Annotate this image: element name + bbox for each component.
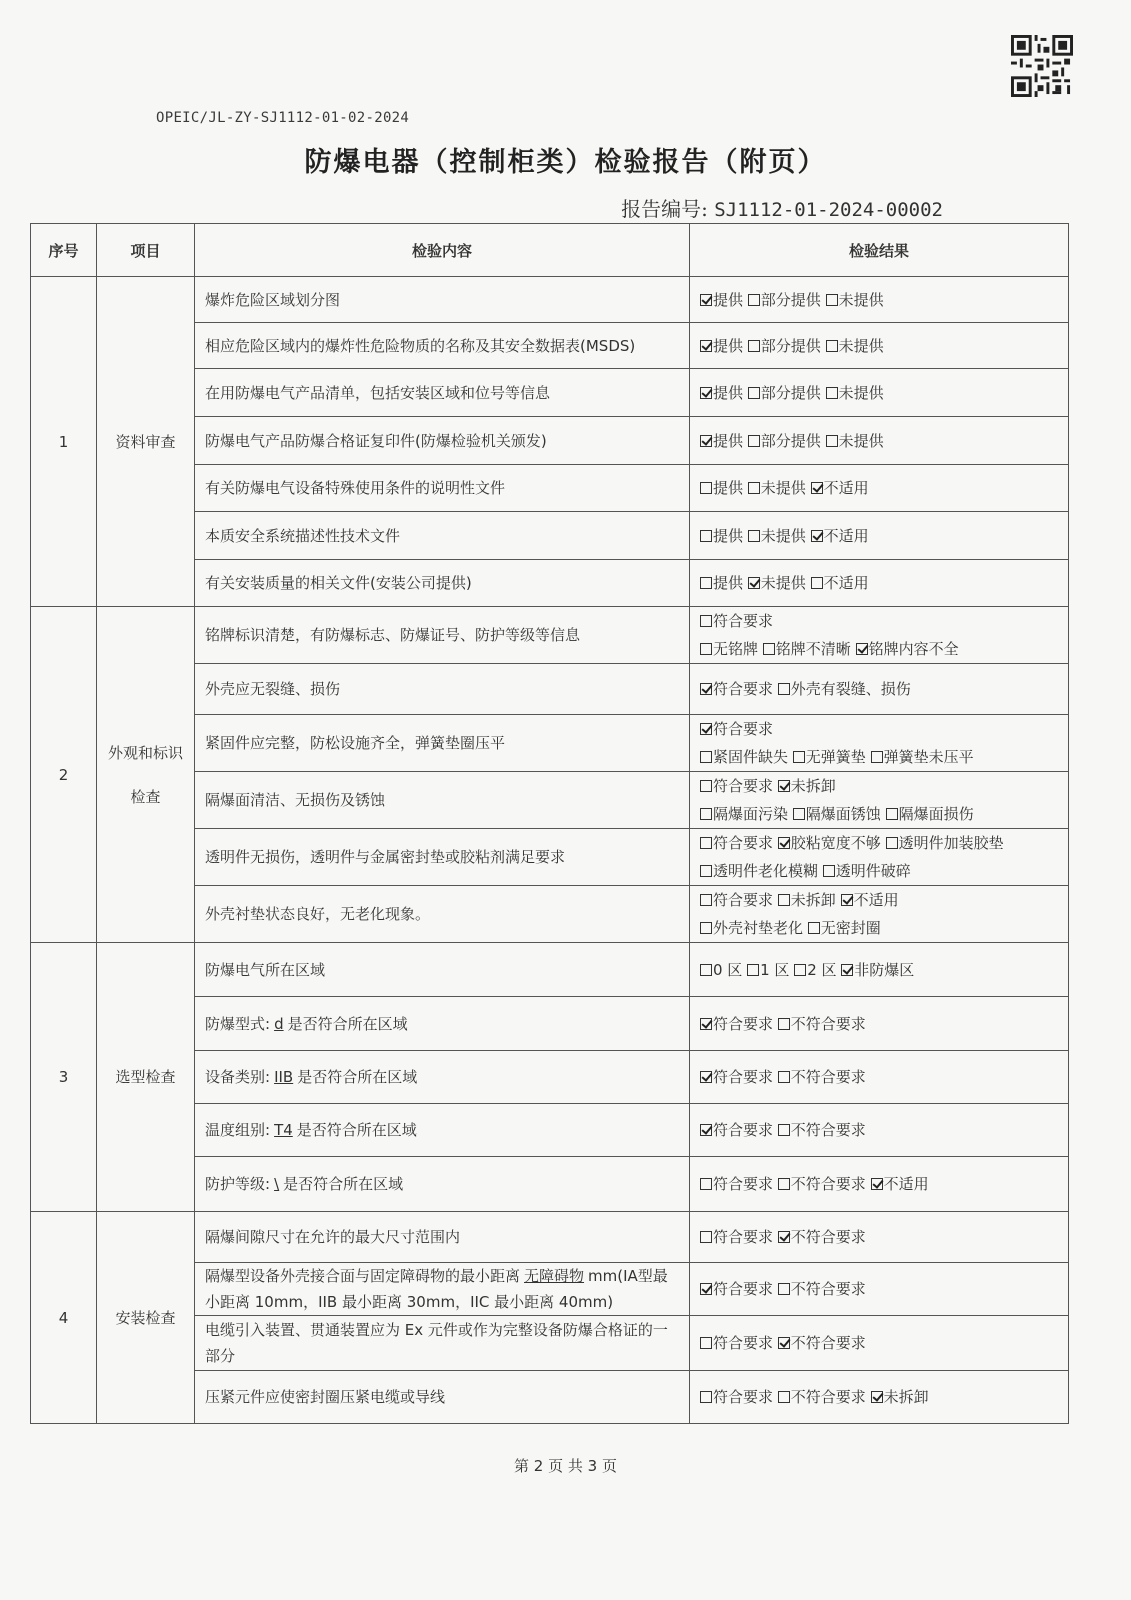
checkbox-label: 紧固件缺失 <box>713 748 789 766</box>
checkbox[interactable] <box>700 1178 712 1190</box>
checkbox[interactable] <box>778 837 790 849</box>
checkbox[interactable] <box>700 683 712 695</box>
table-row <box>31 943 1069 997</box>
checkbox[interactable] <box>793 808 805 820</box>
checkbox[interactable] <box>748 340 760 352</box>
result-line <box>700 607 1058 635</box>
checkbox-label: 未提供 <box>838 431 884 450</box>
result-line <box>700 286 1058 314</box>
section-category: 资料审查 <box>97 277 195 607</box>
checkbox-label: 符合要求 <box>713 1175 774 1193</box>
checkbox[interactable] <box>778 894 790 906</box>
checkbox[interactable] <box>700 482 712 494</box>
inspection-result <box>690 417 1069 465</box>
item-prefix: 防护等级: <box>205 1175 271 1193</box>
inspection-result <box>690 829 1069 886</box>
result-line <box>700 675 1058 703</box>
checkbox-label: 1 区 <box>760 960 790 979</box>
item-value: d <box>274 1014 284 1033</box>
result-line <box>700 569 1058 597</box>
inspection-result <box>690 560 1069 607</box>
checkbox[interactable] <box>747 964 759 976</box>
inspection-item <box>195 1263 690 1316</box>
result-line <box>700 427 1058 455</box>
inspection-result <box>690 1051 1069 1104</box>
checkbox-label: 铭牌不清晰 <box>775 640 851 658</box>
checkbox[interactable] <box>778 1071 790 1083</box>
section-category: 选型检查 <box>97 943 195 1212</box>
checkbox-label: 未提供 <box>760 526 806 545</box>
result-line <box>700 1223 1058 1251</box>
checkbox[interactable] <box>778 1178 790 1190</box>
inspection-result <box>690 886 1069 943</box>
checkbox-label: 提供 <box>713 336 744 355</box>
checkbox[interactable] <box>871 751 883 763</box>
checkbox[interactable] <box>778 1231 790 1243</box>
checkbox[interactable] <box>856 643 868 655</box>
result-line <box>700 474 1058 502</box>
checkbox[interactable] <box>700 340 712 352</box>
result-line <box>700 743 1058 771</box>
checkbox-label: 符合要求 <box>713 1228 774 1246</box>
checkbox-label: 提供 <box>713 526 744 545</box>
checkbox-label: 透明件老化模糊 <box>713 862 819 880</box>
checkbox-label: 符合要求 <box>713 1334 774 1352</box>
checkbox-label: 透明件破碎 <box>835 862 911 880</box>
page-title: 防爆电器（控制柜类）检验报告（附页） <box>304 147 827 178</box>
checkbox[interactable] <box>886 837 898 849</box>
checkbox-label: 不符合要求 <box>790 1068 866 1086</box>
checkbox-label: 未提供 <box>838 290 884 309</box>
checkbox[interactable] <box>748 387 760 399</box>
inspection-result <box>690 369 1069 417</box>
checkbox[interactable] <box>700 1071 712 1083</box>
checkbox[interactable] <box>748 482 760 494</box>
checkbox-label: 非防爆区 <box>854 960 915 979</box>
checkbox-label: 不符合要求 <box>790 1280 866 1298</box>
result-line <box>700 332 1058 360</box>
document-code: OPEIC/JL-ZY-SJ1112-01-02-2024 <box>156 110 410 126</box>
checkbox-label: 弹簧垫未压平 <box>883 748 974 766</box>
checkbox[interactable] <box>700 1337 712 1349</box>
checkbox[interactable] <box>808 922 820 934</box>
table-row <box>31 607 1069 664</box>
inspection-item: 紧固件应完整，防松设施齐全，弹簧垫圈压平 <box>195 715 690 772</box>
checkbox[interactable] <box>700 643 712 655</box>
result-line <box>700 715 1058 743</box>
checkbox-label: 不符合要求 <box>790 1175 866 1193</box>
inspection-result <box>690 1371 1069 1424</box>
checkbox[interactable] <box>826 387 838 399</box>
result-line <box>700 635 1058 663</box>
inspection-result <box>690 465 1069 512</box>
checkbox-label: 符合要求 <box>713 720 774 738</box>
item-suffix: 是否符合所在区域 <box>283 1175 404 1193</box>
page-footer: 第 2 页 共 3 页 <box>514 1457 617 1475</box>
checkbox-label: 不适用 <box>823 526 869 545</box>
checkbox-label: 不符合要求 <box>790 1014 866 1033</box>
inspection-item: 隔爆间隙尺寸在允许的最大尺寸范围内 <box>195 1212 690 1263</box>
checkbox[interactable] <box>700 577 712 589</box>
result-line <box>700 522 1058 550</box>
inspection-item: 防爆电气产品防爆合格证复印件(防爆检验机关颁发) <box>195 417 690 465</box>
report-number-label: 报告编号: <box>621 197 708 221</box>
checkbox[interactable] <box>811 482 823 494</box>
checkbox[interactable] <box>700 1231 712 1243</box>
checkbox[interactable] <box>700 294 712 306</box>
checkbox[interactable] <box>748 435 760 447</box>
checkbox[interactable] <box>778 780 790 792</box>
checkbox-label: 未提供 <box>838 336 884 355</box>
checkbox[interactable] <box>841 964 853 976</box>
checkbox[interactable] <box>700 751 712 763</box>
checkbox[interactable] <box>700 530 712 542</box>
checkbox-label: 符合要求 <box>713 834 774 852</box>
checkbox-label: 未拆卸 <box>883 1388 929 1406</box>
checkbox-label: 符合要求 <box>713 1388 774 1406</box>
checkbox[interactable] <box>748 577 760 589</box>
result-line <box>700 772 1058 800</box>
result-line <box>700 1275 1058 1303</box>
checkbox[interactable] <box>700 1018 712 1030</box>
section-number: 4 <box>31 1212 97 1424</box>
checkbox-label: 无弹簧垫 <box>805 748 866 766</box>
result-line <box>700 800 1058 828</box>
checkbox-label: 提供 <box>713 479 744 497</box>
checkbox[interactable] <box>700 615 712 627</box>
checkbox-label: 未提供 <box>760 479 806 497</box>
result-line <box>700 379 1058 407</box>
checkbox[interactable] <box>826 435 838 447</box>
checkbox[interactable] <box>794 964 806 976</box>
checkbox-label: 未提供 <box>760 574 806 592</box>
checkbox-label: 胶粘宽度不够 <box>790 834 881 852</box>
item-value: T4 <box>274 1121 293 1139</box>
checkbox[interactable] <box>811 530 823 542</box>
checkbox-label: 提供 <box>713 383 744 402</box>
checkbox-label: 提供 <box>713 574 744 592</box>
checkbox-label: 符合要求 <box>713 1068 774 1086</box>
checkbox[interactable] <box>700 1283 712 1295</box>
section-number: 1 <box>31 277 97 607</box>
result-line <box>700 1116 1058 1144</box>
checkbox-label: 符合要求 <box>713 1014 774 1033</box>
checkbox-label: 隔爆面锈蚀 <box>805 805 881 823</box>
inspection-item <box>195 1051 690 1104</box>
checkbox[interactable] <box>778 1391 790 1403</box>
checkbox[interactable] <box>700 723 712 735</box>
checkbox[interactable] <box>778 1018 790 1030</box>
inspection-item: 有关防爆电气设备特殊使用条件的说明性文件 <box>195 465 690 512</box>
inspection-item: 透明件无损伤，透明件与金属密封垫或胶粘剂满足要求 <box>195 829 690 886</box>
item-value: IIB <box>274 1068 294 1086</box>
result-line <box>700 857 1058 885</box>
section-category: 外观和标识检查 <box>97 607 195 943</box>
column-header: 序号 <box>31 224 97 277</box>
inspection-result <box>690 1316 1069 1371</box>
item-prefix: 温度组别: <box>205 1121 271 1139</box>
inspection-item: 在用防爆电气产品清单，包括安装区域和位号等信息 <box>195 369 690 417</box>
checkbox-label: 未拆卸 <box>790 891 836 909</box>
result-line <box>700 1063 1058 1091</box>
checkbox-label: 不适用 <box>823 479 869 497</box>
checkbox[interactable] <box>823 865 835 877</box>
inspection-item: 外壳衬垫状态良好，无老化现象。 <box>195 886 690 943</box>
inspection-result <box>690 323 1069 369</box>
inspection-item: 铭牌标识清楚，有防爆标志、防爆证号、防护等级等信息 <box>195 607 690 664</box>
checkbox[interactable] <box>748 294 760 306</box>
section-category: 安装检查 <box>97 1212 195 1424</box>
checkbox[interactable] <box>700 435 712 447</box>
inspection-result <box>690 772 1069 829</box>
table-header-row <box>31 224 1069 277</box>
checkbox-label: 部分提供 <box>760 336 821 355</box>
checkbox-label: 铭牌内容不全 <box>868 640 959 658</box>
checkbox-label: 不适用 <box>883 1175 929 1193</box>
inspection-item: 相应危险区域内的爆炸性危险物质的名称及其安全数据表(MSDS) <box>195 323 690 369</box>
result-line <box>700 914 1058 942</box>
checkbox-label: 符合要求 <box>713 1280 774 1298</box>
checkbox-label: 符合要求 <box>713 612 774 630</box>
checkbox[interactable] <box>700 964 712 976</box>
checkbox-label: 不适用 <box>853 891 899 909</box>
column-header: 检验结果 <box>690 224 1069 277</box>
checkbox[interactable] <box>778 1337 790 1349</box>
checkbox-label: 部分提供 <box>760 383 821 402</box>
checkbox-label: 无铭牌 <box>713 640 759 658</box>
result-line <box>700 1329 1058 1357</box>
checkbox-label: 部分提供 <box>760 431 821 450</box>
checkbox-label: 不符合要求 <box>790 1228 866 1246</box>
inspection-item <box>195 997 690 1051</box>
inspection-result <box>690 1157 1069 1212</box>
item-suffix: 是否符合所在区域 <box>287 1014 408 1033</box>
checkbox[interactable] <box>811 577 823 589</box>
item-prefix: 隔爆型设备外壳接合面与固定障碍物的最小距离 <box>205 1267 521 1285</box>
inspection-item: 有关安装质量的相关文件(安装公司提供) <box>195 560 690 607</box>
inspection-item <box>195 1104 690 1157</box>
checkbox-label: 提供 <box>713 290 744 309</box>
inspection-result <box>690 1212 1069 1263</box>
report-number <box>621 193 943 222</box>
section-number: 2 <box>31 607 97 943</box>
checkbox[interactable] <box>700 894 712 906</box>
checkbox[interactable] <box>778 1124 790 1136</box>
checkbox[interactable] <box>700 808 712 820</box>
checkbox-label: 透明件加装胶垫 <box>898 834 1004 852</box>
checkbox-label: 不符合要求 <box>790 1334 866 1352</box>
checkbox-label: 不符合要求 <box>790 1388 866 1406</box>
checkbox[interactable] <box>700 780 712 792</box>
checkbox[interactable] <box>700 387 712 399</box>
checkbox-label: 外壳有裂缝、损伤 <box>790 680 911 698</box>
checkbox[interactable] <box>871 1178 883 1190</box>
checkbox-label: 2 区 <box>807 960 837 979</box>
checkbox[interactable] <box>778 1283 790 1295</box>
inspection-result <box>690 664 1069 715</box>
checkbox[interactable] <box>700 1391 712 1403</box>
inspection-item: 压紧元件应使密封圈压紧电缆或导线 <box>195 1371 690 1424</box>
item-prefix: 防爆型式: <box>205 1014 271 1033</box>
checkbox[interactable] <box>826 340 838 352</box>
result-line <box>700 1170 1058 1198</box>
column-header: 项目 <box>97 224 195 277</box>
table-row <box>31 1212 1069 1263</box>
item-value: \ <box>274 1175 280 1193</box>
checkbox-label: 未提供 <box>838 383 884 402</box>
inspection-item: 隔爆面清洁、无损伤及锈蚀 <box>195 772 690 829</box>
section-number: 3 <box>31 943 97 1212</box>
inspection-result <box>690 997 1069 1051</box>
report-number-value: SJ1112-01-2024-00002 <box>714 199 943 221</box>
result-line <box>700 1383 1058 1411</box>
item-suffix: mm(IA型最小距离 10mm，IIB 最小距离 30mm，IIC 最小距离 40mm) <box>205 1267 668 1311</box>
checkbox[interactable] <box>841 894 853 906</box>
checkbox-label: 0 区 <box>713 960 743 979</box>
result-line <box>700 956 1058 984</box>
checkbox[interactable] <box>763 643 775 655</box>
inspection-result <box>690 715 1069 772</box>
checkbox[interactable] <box>700 865 712 877</box>
column-header: 检验内容 <box>195 224 690 277</box>
checkbox[interactable] <box>886 808 898 820</box>
inspection-item: 外壳应无裂缝、损伤 <box>195 664 690 715</box>
result-line <box>700 1010 1058 1038</box>
checkbox-label: 部分提供 <box>760 290 821 309</box>
inspection-result <box>690 1104 1069 1157</box>
inspection-item: 本质安全系统描述性技术文件 <box>195 512 690 560</box>
checkbox-label: 符合要求 <box>713 1121 774 1139</box>
checkbox-label: 符合要求 <box>713 777 774 795</box>
checkbox-label: 不适用 <box>823 574 869 592</box>
inspection-result <box>690 1263 1069 1316</box>
checkbox-label: 隔爆面损伤 <box>898 805 974 823</box>
checkbox[interactable] <box>826 294 838 306</box>
checkbox-label: 不符合要求 <box>790 1121 866 1139</box>
inspection-result <box>690 607 1069 664</box>
inspection-result <box>690 277 1069 323</box>
checkbox-label: 符合要求 <box>713 891 774 909</box>
checkbox-label: 隔爆面污染 <box>713 805 789 823</box>
checkbox[interactable] <box>748 530 760 542</box>
inspection-item <box>195 1157 690 1212</box>
checkbox[interactable] <box>778 683 790 695</box>
checkbox[interactable] <box>700 922 712 934</box>
inspection-result <box>690 943 1069 997</box>
checkbox-label: 外壳衬垫老化 <box>713 919 804 937</box>
result-line <box>700 829 1058 857</box>
checkbox-label: 符合要求 <box>713 680 774 698</box>
inspection-result <box>690 512 1069 560</box>
inspection-item: 爆炸危险区域划分图 <box>195 277 690 323</box>
checkbox[interactable] <box>700 837 712 849</box>
checkbox[interactable] <box>793 751 805 763</box>
table-row <box>31 277 1069 323</box>
qr-code-icon <box>1011 35 1073 97</box>
inspection-item: 防爆电气所在区域 <box>195 943 690 997</box>
item-prefix: 设备类别: <box>205 1068 271 1086</box>
checkbox-label: 无密封圈 <box>820 919 881 937</box>
inspection-table <box>30 223 1069 1424</box>
item-value: 无障碍物 <box>524 1267 585 1285</box>
checkbox-label: 未拆卸 <box>790 777 836 795</box>
checkbox[interactable] <box>700 1124 712 1136</box>
result-line <box>700 886 1058 914</box>
item-suffix: 是否符合所在区域 <box>296 1121 417 1139</box>
checkbox[interactable] <box>871 1391 883 1403</box>
checkbox-label: 提供 <box>713 431 744 450</box>
item-suffix: 是否符合所在区域 <box>297 1068 418 1086</box>
inspection-item: 电缆引入装置、贯通装置应为 Ex 元件或作为完整设备防爆合格证的一部分 <box>195 1316 690 1371</box>
